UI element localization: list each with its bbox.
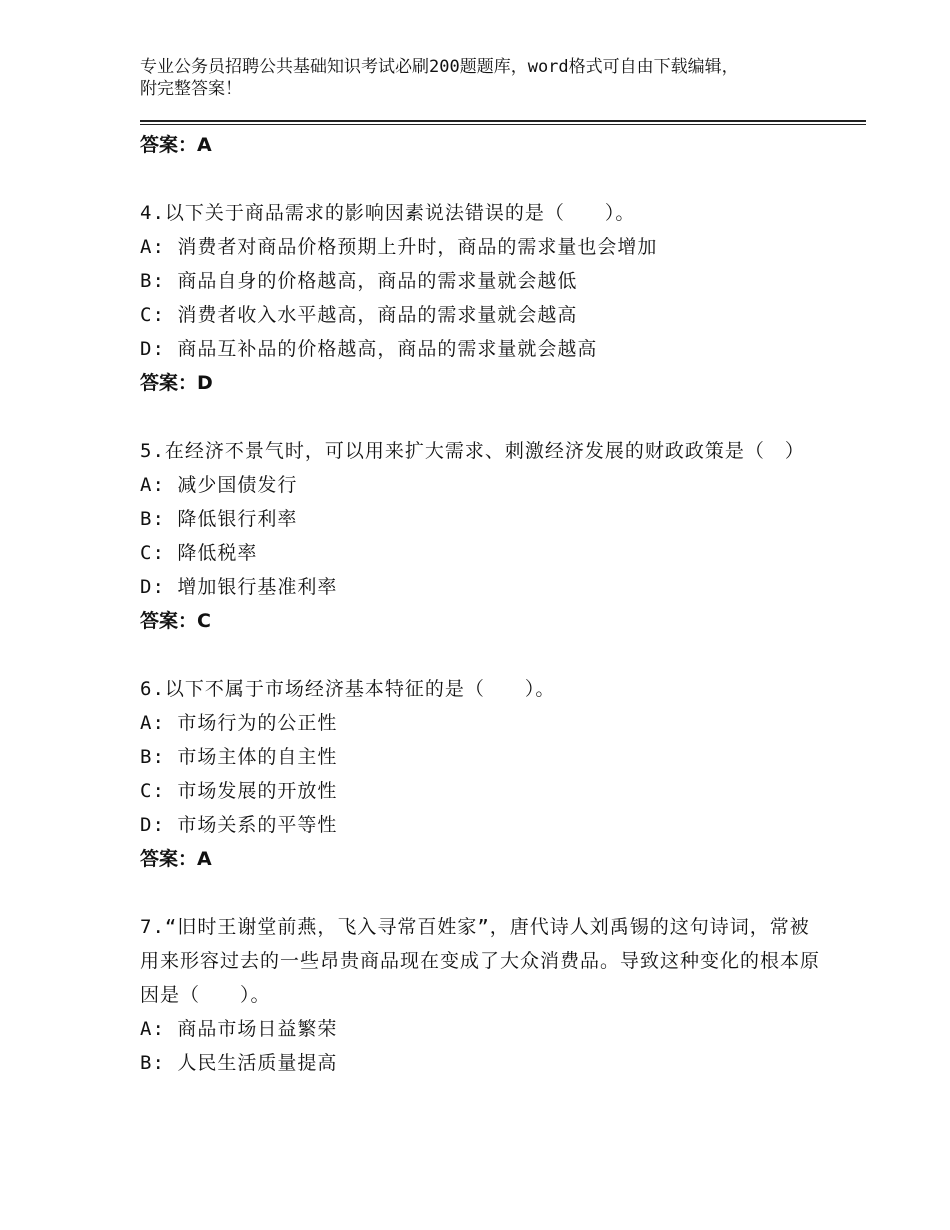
spacer: [140, 876, 820, 910]
answer-line: 答案：D: [140, 372, 213, 394]
question-stem: 6.以下不属于市场经济基本特征的是（ ）。: [140, 678, 556, 700]
question-7: [140, 910, 820, 1080]
answer-line: 答案：A: [140, 134, 212, 156]
option-c: C: 消费者收入水平越高，商品的需求量就会越高: [140, 304, 578, 326]
option-c: C: 市场发展的开放性: [140, 780, 338, 802]
page-header: [140, 56, 820, 100]
question-5: [140, 434, 820, 638]
header-line-1: 专业公务员招聘公共基础知识考试必刷200题题库，word格式可自由下载编辑，: [140, 57, 739, 77]
option-a: A: 减少国债发行: [140, 474, 298, 496]
option-a: A: 市场行为的公正性: [140, 712, 338, 734]
spacer: [140, 638, 820, 672]
answer-line: 答案：C: [140, 610, 211, 632]
option-b: B: 降低银行利率: [140, 508, 298, 530]
option-d: D: 增加银行基准利率: [140, 576, 338, 598]
option-d: D: 商品互补品的价格越高，商品的需求量就会越高: [140, 338, 598, 360]
header-rule-thin: [140, 124, 866, 125]
question-6: [140, 672, 820, 876]
option-b: B: 市场主体的自主性: [140, 746, 338, 768]
option-b: B: 人民生活质量提高: [140, 1052, 338, 1074]
question-4: [140, 196, 820, 400]
spacer: [140, 400, 820, 434]
header-line-2: 附完整答案！: [140, 79, 242, 99]
question-stem: 4.以下关于商品需求的影响因素说法错误的是（ ）。: [140, 202, 636, 224]
question-stem: 7.“旧时王谢堂前燕，飞入寻常百姓家”，唐代诗人刘禹锡的这句诗词，常被用来形容过去的一些昂贵商品现在变成了大众消费品。导致这种变化的根本原因是（ ）。: [140, 916, 821, 1006]
question-stem: 5.在经济不景气时，可以用来扩大需求、刺激经济发展的财政政策是（ ）: [140, 440, 805, 462]
question-list: [140, 128, 820, 1080]
option-b: B: 商品自身的价格越高，商品的需求量就会越低: [140, 270, 578, 292]
header-rule-thick: [140, 120, 866, 122]
answer-line: 答案：A: [140, 848, 212, 870]
option-a: A: 商品市场日益繁荣: [140, 1018, 338, 1040]
option-a: A: 消费者对商品价格预期上升时，商品的需求量也会增加: [140, 236, 658, 258]
option-d: D: 市场关系的平等性: [140, 814, 338, 836]
option-c: C: 降低税率: [140, 542, 258, 564]
spacer: [140, 162, 820, 196]
